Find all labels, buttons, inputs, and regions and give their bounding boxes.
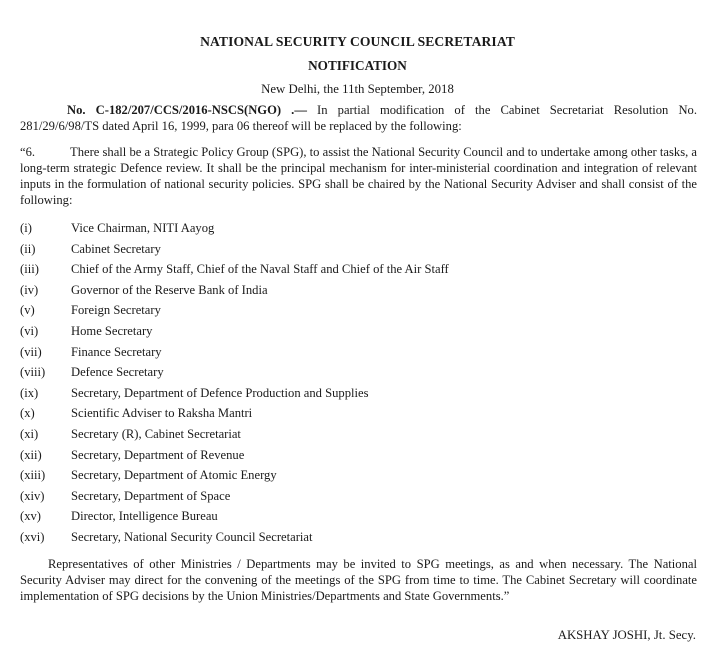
list-item-text: Director, Intelligence Bureau <box>71 509 218 524</box>
para-six <box>20 144 697 208</box>
list-item-text: Governor of the Reserve Bank of India <box>71 282 268 297</box>
list-item <box>20 385 697 406</box>
para-six-text: There shall be a Strategic Policy Group (SPG), to assist the National Security Council and to undertake among other tasks, a long-term strategic Defence review. It shall be the principal mechanism for inter-ministerial coordination and integration of relevant inputs in the formulation of national security policies. SPG shall be chaired by the National Security Adviser and shall consist of the following: <box>20 145 697 207</box>
list-item-numeral: (i) <box>20 221 32 235</box>
list-item <box>20 488 697 509</box>
list-item <box>20 261 697 282</box>
list-item-numeral: (xvi) <box>20 529 45 544</box>
list-item <box>20 447 697 468</box>
reference-paragraph <box>20 102 697 134</box>
signature: AKSHAY JOSHI, Jt. Secy. <box>557 628 696 642</box>
list-item <box>20 467 697 488</box>
members-list <box>20 220 697 550</box>
list-item-numeral: (v) <box>20 303 35 318</box>
list-item-text: Secretary, Department of Defence Production and Supplies <box>71 385 369 400</box>
list-item <box>20 220 697 241</box>
list-item-text: Secretary, National Security Council Secretariat <box>71 529 313 544</box>
list-item-numeral: (xiv) <box>20 488 45 503</box>
list-item-numeral: (xii) <box>20 447 42 462</box>
list-item <box>20 426 697 447</box>
notification-heading: NOTIFICATION <box>308 58 407 73</box>
list-item <box>20 405 697 426</box>
list-item-text: Home Secretary <box>71 323 153 338</box>
list-item-numeral: (viii) <box>20 365 46 380</box>
list-item <box>20 323 697 344</box>
date-line: New Delhi, the 11th September, 2018 <box>261 82 454 96</box>
list-item-text: Vice Chairman, NITI Aayog <box>71 221 215 235</box>
list-item-numeral: (xi) <box>20 426 39 441</box>
list-item-text: Finance Secretary <box>71 344 162 359</box>
list-item-numeral: (ix) <box>20 385 39 400</box>
list-item-text: Chief of the Army Staff, Chief of the Naval Staff and Chief of the Air Staff <box>71 262 449 277</box>
page-title: NATIONAL SECURITY COUNCIL SECRETARIAT <box>200 34 515 49</box>
list-item-text: Scientific Adviser to Raksha Mantri <box>71 406 253 421</box>
list-item <box>20 364 697 385</box>
list-item <box>20 344 697 365</box>
list-item-text: Secretary, Department of Atomic Energy <box>71 468 277 483</box>
para-six-number: “6. <box>20 145 36 159</box>
list-item-numeral: (iii) <box>20 262 39 277</box>
list-item <box>20 282 697 303</box>
list-item <box>20 302 697 323</box>
list-item-numeral: (iv) <box>20 282 39 297</box>
list-item-numeral: (vi) <box>20 323 39 338</box>
list-item-numeral: (ii) <box>20 241 36 256</box>
list-item-numeral: (x) <box>20 406 35 421</box>
list-item <box>20 529 697 550</box>
list-item-numeral: (xiii) <box>20 468 46 483</box>
list-item-text: Secretary, Department of Space <box>71 488 231 503</box>
list-item <box>20 508 697 529</box>
list-item-numeral: (xv) <box>20 509 41 524</box>
list-item-text: Secretary (R), Cabinet Secretariat <box>71 426 241 441</box>
closing-paragraph: Representatives of other Ministries / Departments may be invited to SPG meetings, as and when necessary. The National Security Adviser may direct for the convening of the meetings of the SPG from time to time. The Cabinet Secretary will coordinate implementation of SPG decisions by the Union Ministries/Departments and State Governments.” <box>20 557 697 603</box>
list-item-text: Foreign Secretary <box>71 303 161 318</box>
list-item-text: Secretary, Department of Revenue <box>71 447 245 462</box>
list-item-text: Cabinet Secretary <box>71 241 161 256</box>
reference-text: In partial modification of the Cabinet Secretariat Resolution No. 281/29/6/98/TS dated April 16, 1999, para 06 thereof will be replaced by the following: <box>20 103 697 133</box>
list-item-text: Defence Secretary <box>71 365 164 380</box>
list-item-numeral: (vii) <box>20 344 42 359</box>
list-item <box>20 241 697 262</box>
reference-number: No. C-182/207/CCS/2016-NSCS(NGO) .— <box>67 103 307 117</box>
